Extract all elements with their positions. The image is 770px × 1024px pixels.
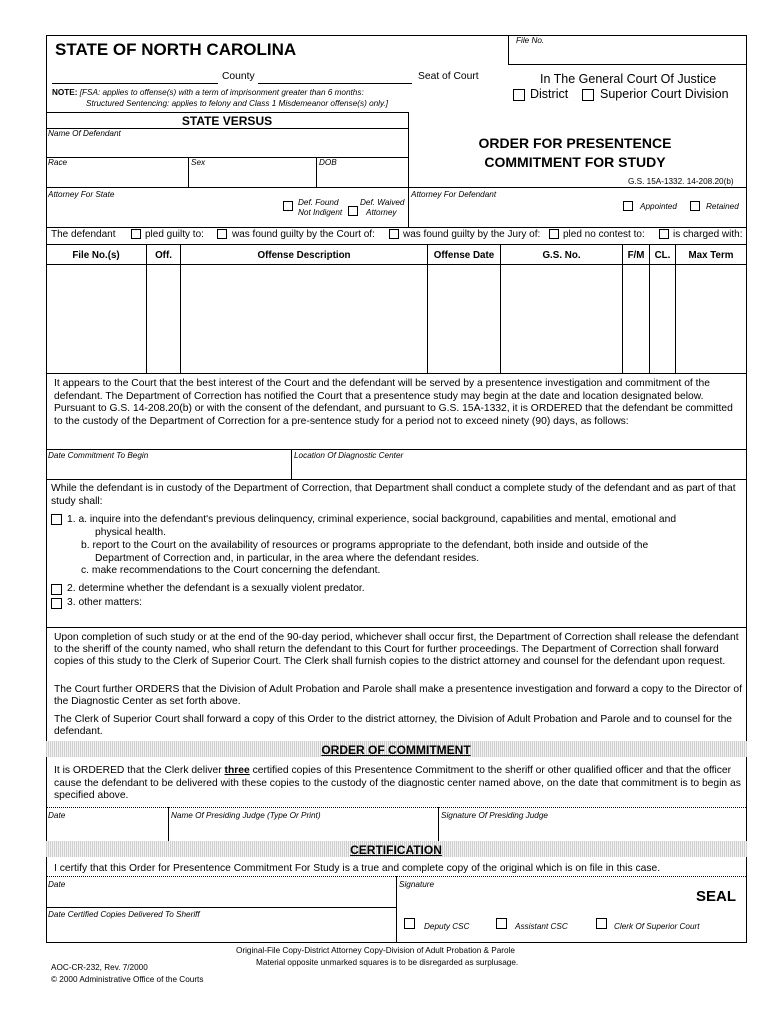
court-title: In The General Court Of Justice <box>540 72 717 86</box>
item-1a-cont: physical health. <box>95 527 166 538</box>
judge-signature-label: Signature Of Presiding Judge <box>441 811 548 820</box>
cert-date-label: Date <box>48 880 66 889</box>
retained-label: Retained <box>706 202 739 211</box>
col-max-term: Max Term <box>688 250 734 261</box>
col-offense-description: Offense Description <box>257 250 351 261</box>
paragraph-release: Upon completion of such study or at the end of the 90-day period, whichever shall occur first, the Department of Correction shall release the defendant to the sheriff of the county named, who shall return the defendant to this Court for further proceedings. The Department of Correction shall forward copies of this study to the Clerk of Superior Court. The Clerk shall furnish copies to the district attorney and counsel for the defendant upon request. <box>54 632 739 667</box>
item-1a: 1. a. inquire into the defendant's previous delinquency, criminal experience, social background, capabilities and mental, emotional and <box>67 514 677 525</box>
clerk-checkbox[interactable] <box>596 918 607 929</box>
superior-label: Superior Court Division <box>600 87 729 101</box>
found-jury-checkbox[interactable] <box>389 229 399 239</box>
surplusage-text: Material opposite unmarked squares is to be disregarded as surplusage. <box>256 958 519 967</box>
assistant-label: Assistant CSC <box>515 922 568 931</box>
the-defendant-label: The defendant <box>51 229 116 240</box>
pled-guilty-label: pled guilty to: <box>145 229 204 240</box>
paragraph-clerk: The Clerk of Superior Court shall forward a copy of this Order to the district attorney, the Division of Adult Probation and Parole and to counsel for the defendant. <box>54 714 733 737</box>
found-court-checkbox[interactable] <box>217 229 227 239</box>
paragraph-findings: It appears to the Court that the best interest of the Court and the defendant will be served by a presentence investigation and commitment of the defendant. The Department of Correction has notified the Court that a presentence study may begin at the date and location designated below. Pursuant to G.S. 14-208.20(b) or with the consent of the defendant, and pursuant to G.S. 15A-1332, it is ORDERED that the defendant be committed to the custody of the Department of Correction for a pre-sentence study for a period not to exceed ninety (90) days, as follows: <box>54 378 733 427</box>
retained-checkbox[interactable] <box>690 201 700 211</box>
attorney-state-label: Attorney For State <box>48 190 115 199</box>
sex-label: Sex <box>191 158 206 167</box>
signature-label: Signature <box>399 880 435 889</box>
def-waived-label: Def. Waived <box>360 198 405 207</box>
found-court-label: was found guilty by the Court of: <box>232 229 375 240</box>
assistant-checkbox[interactable] <box>496 918 507 929</box>
col-offense-date: Offense Date <box>433 250 495 261</box>
distribution-text: Original-File Copy-District Attorney Copy-Division of Adult Probation & Parole <box>236 946 515 955</box>
state-versus: STATE VERSUS <box>181 114 273 128</box>
seat-label: Seat of Court <box>418 71 479 82</box>
appointed-label: Appointed <box>640 202 677 211</box>
paragraph-probation: The Court further ORDERS that the Division of Adult Probation and Parole shall make a presentence investigation and forward a copy to the Director of the Diagnostic Center as set forth above. <box>54 684 742 707</box>
col-file-no: File No.(s) <box>72 250 120 261</box>
appointed-checkbox[interactable] <box>623 201 633 211</box>
district-label: District <box>530 87 569 101</box>
deputy-label: Deputy CSC <box>424 922 470 931</box>
no-contest-checkbox[interactable] <box>549 229 559 239</box>
note-label: NOTE: <box>52 88 78 97</box>
def-found-checkbox[interactable] <box>283 201 293 211</box>
order-title-line1: ORDER FOR PRESENTENCE <box>478 135 672 151</box>
copyright: © 2000 Administrative Office of the Courts <box>51 975 204 984</box>
col-fm: F/M <box>627 250 645 261</box>
county-label: County <box>222 71 255 82</box>
item-3: 3. other matters: <box>67 597 142 608</box>
commitment-date-label: Date <box>48 811 66 820</box>
note-line2: Structured Sentencing: applies to felony and Class 1 Misdemeanor offense(s) only.] <box>86 99 389 108</box>
dob-label: DOB <box>319 158 337 167</box>
superior-checkbox[interactable] <box>582 89 594 101</box>
def-waived-checkbox[interactable] <box>348 206 358 216</box>
found-jury-label: was found guilty by the Jury of: <box>403 229 541 240</box>
pled-guilty-checkbox[interactable] <box>131 229 141 239</box>
certification-title: CERTIFICATION <box>350 843 442 857</box>
col-off: Off. <box>155 250 172 261</box>
paragraph-commitment: It is ORDERED that the Clerk deliver three certified copies of this Presentence Commitment to the sheriff or other qualified officer and that the officer cause the defendant to be delivered with these copies to the custody of the diagnostic center named above, on the date that commitment is to begin as specified above. <box>54 765 741 802</box>
deputy-checkbox[interactable] <box>404 918 415 929</box>
clerk-label: Clerk Of Superior Court <box>614 922 700 931</box>
item2-checkbox[interactable] <box>51 584 62 595</box>
no-contest-label: pled no contest to: <box>563 229 645 240</box>
item-1c: c. make recommendations to the Court concerning the defendant. <box>81 565 381 576</box>
attorney-defendant-label: Attorney For Defendant <box>411 190 497 199</box>
def-found-label: Def. Found <box>298 198 339 207</box>
judge-name-label: Name Of Presiding Judge (Type Or Print) <box>171 811 321 820</box>
item-1b-cont: Department of Correction and, in particular, in the area where the defendant resides. <box>95 553 480 564</box>
col-cl: CL. <box>654 250 671 261</box>
note-line1: [FSA: applies to offense(s) with a term of imprisonment greater than 6 months: <box>79 88 364 97</box>
date-commitment-label: Date Commitment To Begin <box>48 451 149 460</box>
item3-checkbox[interactable] <box>51 598 62 609</box>
race-label: Race <box>48 158 68 167</box>
item1-checkbox[interactable] <box>51 514 62 525</box>
charged-label: is charged with: <box>673 229 743 240</box>
statute: G.S. 15A-1332. 14-208.20(b) <box>628 177 734 186</box>
form-number: AOC-CR-232, Rev. 7/2000 <box>51 963 148 972</box>
order-title-line2: COMMITMENT FOR STUDY <box>484 154 666 170</box>
item-2: 2. determine whether the defendant is a sexually violent predator. <box>67 583 365 594</box>
attorney-waived-label: Attorney <box>366 208 397 217</box>
file-no-label: File No. <box>516 36 545 45</box>
date-delivered-label: Date Certified Copies Delivered To Sheriff <box>48 910 200 919</box>
col-gs-no: G.S. No. <box>542 250 581 261</box>
paragraph-study: While the defendant is in custody of the Department of Correction, that Department shall conduct a complete study of the defendant and as part of that study shall: <box>51 483 736 507</box>
certification-text: I certify that this Order for Presentence Commitment For Study is a true and complete copy of the original which is on file in this case. <box>54 863 661 874</box>
location-label: Location Of Diagnostic Center <box>294 451 404 460</box>
charged-checkbox[interactable] <box>659 229 669 239</box>
order-commitment-title: ORDER OF COMMITMENT <box>321 743 471 757</box>
seal-label: SEAL <box>696 888 737 905</box>
district-checkbox[interactable] <box>513 89 525 101</box>
state-title: STATE OF NORTH CAROLINA <box>55 40 297 59</box>
not-indigent-label: Not Indigent <box>298 208 343 217</box>
name-of-defendant-label: Name Of Defendant <box>48 129 121 138</box>
item-1b: b. report to the Court on the availability of resources or programs appropriate to the defendant, both inside and outside of the <box>81 540 649 551</box>
